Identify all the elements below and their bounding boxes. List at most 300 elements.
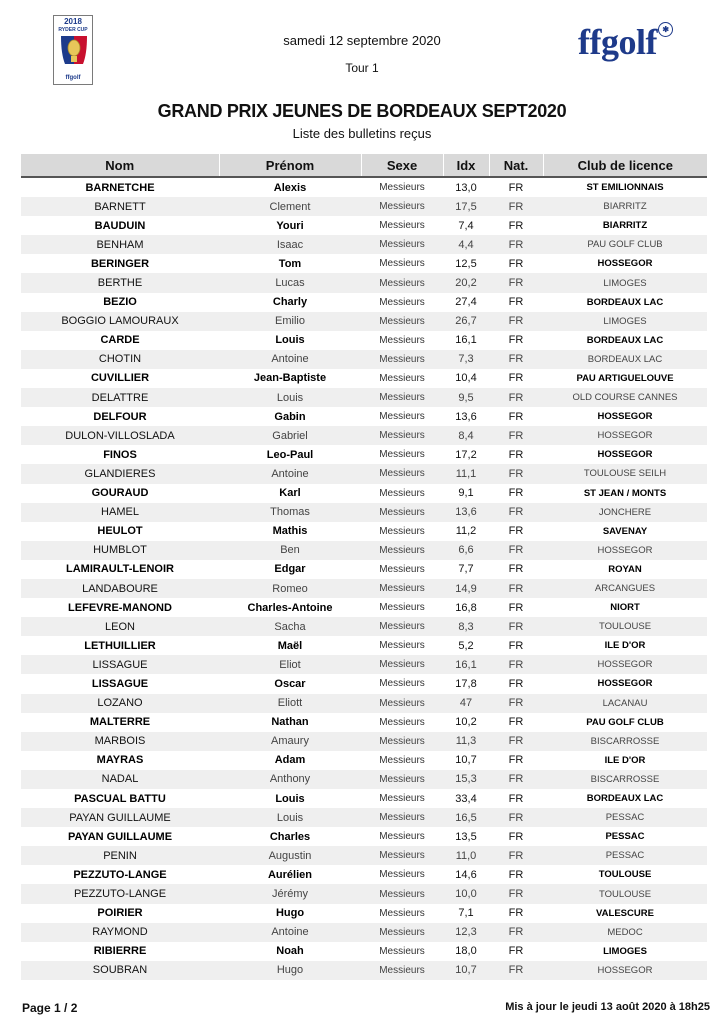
table-row <box>21 273 707 292</box>
cell-idx: 14,9 <box>443 579 489 598</box>
cell-club: JONCHERE <box>543 503 707 522</box>
cell-sexe: Messieurs <box>361 235 443 254</box>
table-row <box>21 884 707 903</box>
cell-prenom: Charles <box>269 830 311 843</box>
cell-prenom: Louis <box>219 388 361 407</box>
cell-nom: LANDABOURE <box>21 579 219 598</box>
cell-nom: RAYMOND <box>21 923 219 942</box>
cell-prenom: Eliott <box>219 694 361 713</box>
table-row <box>21 961 707 980</box>
table-row <box>21 904 707 923</box>
cell-club: PAU GOLF CLUB <box>586 716 664 728</box>
cell-idx: 10,4 <box>455 372 477 385</box>
cell-sexe: Messieurs <box>361 426 443 445</box>
cell-nom: GLANDIERES <box>21 464 219 483</box>
table-row <box>21 541 707 560</box>
cell-nom: DELFOUR <box>93 410 147 423</box>
cell-nat: FR <box>489 235 543 254</box>
cell-prenom: Romeo <box>219 579 361 598</box>
cell-nom: BARNETT <box>21 197 219 216</box>
cell-prenom: Clement <box>219 197 361 216</box>
cell-idx: 17,2 <box>455 448 477 461</box>
table-row <box>21 694 707 713</box>
cell-idx: 12,3 <box>443 923 489 942</box>
cell-idx: 12,5 <box>455 257 477 270</box>
table-row <box>21 197 707 216</box>
cell-prenom: Alexis <box>273 181 307 194</box>
cell-club: MEDOC <box>543 923 707 942</box>
cell-idx: 16,1 <box>443 655 489 674</box>
cell-club: BORDEAUX LAC <box>586 334 664 346</box>
cell-club: BISCARROSSE <box>543 770 707 789</box>
cell-idx: 14,6 <box>455 868 477 881</box>
cell-club: HOSSEGOR <box>597 258 653 270</box>
cell-nom: PAYAN GUILLAUME <box>67 830 173 843</box>
cell-nat: FR <box>508 792 524 805</box>
cell-sexe: Messieurs <box>379 372 425 384</box>
cell-club: ST JEAN / MONTS <box>583 487 667 499</box>
cell-nat: FR <box>508 372 524 385</box>
cell-nat: FR <box>489 541 543 560</box>
cell-prenom: Karl <box>279 487 301 500</box>
cell-sexe: Messieurs <box>361 655 443 674</box>
cell-prenom: Louis <box>219 808 361 827</box>
cell-idx: 47 <box>443 694 489 713</box>
entries-table <box>21 154 707 980</box>
cell-idx: 13,6 <box>455 410 477 423</box>
cell-idx: 17,8 <box>455 677 477 690</box>
cell-club: OLD COURSE CANNES <box>543 388 707 407</box>
cell-nom: LETHUILLIER <box>84 639 156 652</box>
cell-sexe: Messieurs <box>361 808 443 827</box>
table-row <box>21 235 707 254</box>
table-header-row <box>21 154 707 177</box>
cell-prenom: Nathan <box>271 716 309 729</box>
cell-nat: FR <box>489 655 543 674</box>
table-row <box>21 655 707 674</box>
page-number: Page 1 / 2 <box>22 1001 78 1015</box>
table-row <box>21 865 707 884</box>
cell-idx: 11,1 <box>443 464 489 483</box>
cell-prenom: Thomas <box>219 503 361 522</box>
cell-club: HOSSEGOR <box>597 411 653 423</box>
cell-prenom: Amaury <box>219 732 361 751</box>
table-row <box>21 846 707 865</box>
cell-club: LACANAU <box>543 694 707 713</box>
cell-idx: 7,7 <box>458 563 474 576</box>
cell-idx: 13,5 <box>455 830 477 843</box>
cell-club: TOULOUSE <box>598 869 652 881</box>
cell-idx: 7,1 <box>458 907 474 920</box>
cell-nom: NADAL <box>21 770 219 789</box>
table-row <box>21 522 707 541</box>
cell-nat: FR <box>508 410 524 423</box>
cell-sexe: Messieurs <box>361 694 443 713</box>
cell-nom: BAUDUIN <box>94 219 146 232</box>
cell-nat: FR <box>489 464 543 483</box>
ffgolf-logo-text: ffgolf <box>578 22 657 62</box>
cell-idx: 8,3 <box>443 617 489 636</box>
cell-prenom: Charly <box>272 296 308 309</box>
cell-club: HOSSEGOR <box>597 449 653 461</box>
cell-club: BIARRITZ <box>602 220 648 232</box>
cell-sexe: Messieurs <box>379 754 425 766</box>
cell-nom: LISSAGUE <box>21 655 219 674</box>
cell-nat: FR <box>489 197 543 216</box>
cell-club: HOSSEGOR <box>543 655 707 674</box>
cell-club: HOSSEGOR <box>543 426 707 445</box>
table-row <box>21 751 707 770</box>
cell-club: VALESCURE <box>596 907 654 919</box>
cell-idx: 16,5 <box>443 808 489 827</box>
cell-nat: FR <box>489 808 543 827</box>
cell-idx: 9,5 <box>443 388 489 407</box>
cell-nat: FR <box>508 754 524 767</box>
round-label: Tour 1 <box>345 61 379 75</box>
cell-prenom: Anthony <box>219 770 361 789</box>
cell-sexe: Messieurs <box>379 602 425 614</box>
cell-sexe: Messieurs <box>379 945 425 957</box>
cell-idx: 15,3 <box>443 770 489 789</box>
cell-nom: FINOS <box>103 448 137 461</box>
table-row <box>21 331 707 350</box>
table-row <box>21 177 707 197</box>
table-row <box>21 617 707 636</box>
cell-nat: FR <box>489 961 543 980</box>
cell-idx: 13,6 <box>443 503 489 522</box>
cell-prenom: Hugo <box>219 961 361 980</box>
cell-club: BORDEAUX LAC <box>586 793 664 805</box>
cell-nom: MARBOIS <box>21 732 219 751</box>
page-title: GRAND PRIX JEUNES DE BORDEAUX SEPT2020 <box>157 101 567 121</box>
ryder-cup-brand: ffgolf <box>65 75 81 81</box>
cell-nom: LEFEVRE-MANOND <box>68 601 172 614</box>
cell-idx: 10,7 <box>443 961 489 980</box>
event-date: samedi 12 septembre 2020 <box>283 33 441 48</box>
last-updated: Mis à jour le jeudi 13 août 2020 à 18h25 <box>505 1001 710 1013</box>
cell-idx: 10,2 <box>455 716 477 729</box>
cell-nat: FR <box>508 448 524 461</box>
cell-sexe: Messieurs <box>379 258 425 270</box>
cell-prenom: Gabin <box>274 410 306 423</box>
cell-sexe: Messieurs <box>379 640 425 652</box>
cell-idx: 18,0 <box>455 945 477 958</box>
table-row <box>21 293 707 312</box>
table-row <box>21 827 707 846</box>
cell-nom: MAYRAS <box>96 754 144 767</box>
cell-nom: LEON <box>21 617 219 636</box>
table-row <box>21 254 707 273</box>
cell-nat: FR <box>508 868 524 881</box>
cell-nat: FR <box>489 732 543 751</box>
cell-prenom: Youri <box>276 219 304 232</box>
ryder-cup-year: 2018 <box>64 17 82 26</box>
cell-club: HOSSEGOR <box>543 541 707 560</box>
table-row <box>21 388 707 407</box>
cell-sexe: Messieurs <box>379 182 425 194</box>
cell-prenom: Antoine <box>219 923 361 942</box>
cell-idx: 4,4 <box>443 235 489 254</box>
table-row <box>21 464 707 483</box>
cell-sexe: Messieurs <box>379 869 425 881</box>
cell-prenom: Isaac <box>219 235 361 254</box>
cell-club: PESSAC <box>605 831 645 843</box>
cell-nat: FR <box>508 525 524 538</box>
cell-nat: FR <box>508 830 524 843</box>
cell-nat: FR <box>508 487 524 500</box>
cell-nat: FR <box>508 257 524 270</box>
table-row <box>21 369 707 388</box>
cell-idx: 7,3 <box>443 350 489 369</box>
cell-nat: FR <box>508 601 524 614</box>
cell-nat: FR <box>489 426 543 445</box>
cell-nom: PEZZUTO-LANGE <box>73 868 167 881</box>
cell-club: TOULOUSE SEILH <box>543 464 707 483</box>
cell-prenom: Edgar <box>274 563 306 576</box>
cell-club: ILE D'OR <box>604 754 646 766</box>
cell-nom: MALTERRE <box>89 716 151 729</box>
cell-sexe: Messieurs <box>361 617 443 636</box>
cell-idx: 26,7 <box>443 312 489 331</box>
cell-sexe: Messieurs <box>379 449 425 461</box>
table-row <box>21 216 707 235</box>
cell-nom: SOUBRAN <box>21 961 219 980</box>
cell-nat: FR <box>508 181 524 194</box>
cell-prenom: Antoine <box>219 350 361 369</box>
cell-nom: LOZANO <box>21 694 219 713</box>
cell-prenom: Emilio <box>219 312 361 331</box>
cell-prenom: Hugo <box>275 907 305 920</box>
cell-idx: 16,8 <box>455 601 477 614</box>
cell-nat: FR <box>489 312 543 331</box>
cell-nat: FR <box>508 296 524 309</box>
cell-prenom: Leo-Paul <box>266 448 314 461</box>
cell-sexe: Messieurs <box>379 334 425 346</box>
cell-club: ILE D'OR <box>604 640 646 652</box>
cell-nat: FR <box>489 273 543 292</box>
column-header-sexe: Sexe <box>361 154 443 177</box>
cell-nat: FR <box>489 388 543 407</box>
ffgolf-logo <box>578 22 669 62</box>
cell-prenom: Jérémy <box>219 884 361 903</box>
cell-nom: PENIN <box>21 846 219 865</box>
cell-nom: HAMEL <box>21 503 219 522</box>
table-row <box>21 789 707 808</box>
cell-nom: PAYAN GUILLAUME <box>21 808 219 827</box>
table-row <box>21 713 707 732</box>
cell-idx: 10,7 <box>455 754 477 767</box>
cell-nom: CHOTIN <box>21 350 219 369</box>
cell-nom: HUMBLOT <box>21 541 219 560</box>
cell-prenom: Charles-Antoine <box>247 601 333 614</box>
cell-club: TOULOUSE <box>543 617 707 636</box>
cell-sexe: Messieurs <box>379 296 425 308</box>
cell-nat: FR <box>489 503 543 522</box>
cell-club: TOULOUSE <box>543 884 707 903</box>
cell-prenom: Noah <box>276 945 304 958</box>
cell-club: NIORT <box>610 602 640 614</box>
cell-sexe: Messieurs <box>361 503 443 522</box>
cell-sexe: Messieurs <box>361 770 443 789</box>
cell-club: HOSSEGOR <box>543 961 707 980</box>
cell-club: PESSAC <box>543 808 707 827</box>
cell-prenom: Ben <box>219 541 361 560</box>
cell-sexe: Messieurs <box>379 411 425 423</box>
cell-nom: BOGGIO LAMOURAUX <box>21 312 219 331</box>
cell-nom: LISSAGUE <box>91 677 149 690</box>
cell-nom: PEZZUTO-LANGE <box>21 884 219 903</box>
cell-nat: FR <box>508 219 524 232</box>
cell-nat: FR <box>508 563 524 576</box>
cell-prenom: Eliot <box>219 655 361 674</box>
registered-mark-icon: ✱ <box>658 22 673 37</box>
table-row <box>21 426 707 445</box>
cell-prenom: Louis <box>275 334 305 347</box>
cell-sexe: Messieurs <box>361 923 443 942</box>
column-header-club: Club de licence <box>543 154 707 177</box>
cell-sexe: Messieurs <box>361 197 443 216</box>
cell-prenom: Augustin <box>219 846 361 865</box>
cell-prenom: Sacha <box>219 617 361 636</box>
cell-nat: FR <box>489 579 543 598</box>
cell-sexe: Messieurs <box>379 793 425 805</box>
cell-sexe: Messieurs <box>379 487 425 499</box>
cell-nom: DULON-VILLOSLADA <box>21 426 219 445</box>
cell-nom: HEULOT <box>97 525 143 538</box>
cell-sexe: Messieurs <box>361 732 443 751</box>
cell-prenom: Tom <box>278 257 302 270</box>
cell-nat: FR <box>508 677 524 690</box>
table-row <box>21 923 707 942</box>
cell-nat: FR <box>489 923 543 942</box>
cell-sexe: Messieurs <box>361 273 443 292</box>
cell-idx: 10,0 <box>443 884 489 903</box>
cell-prenom: Oscar <box>274 677 306 690</box>
cell-idx: 16,1 <box>455 334 477 347</box>
cell-club: ROYAN <box>608 563 642 575</box>
table-row <box>21 503 707 522</box>
table-row <box>21 350 707 369</box>
cell-nom: POIRIER <box>97 907 143 920</box>
cell-nat: FR <box>489 770 543 789</box>
cell-nat: FR <box>508 334 524 347</box>
cell-prenom: Adam <box>274 754 306 767</box>
table-row <box>21 484 707 503</box>
cell-sexe: Messieurs <box>361 388 443 407</box>
cell-idx: 11,2 <box>455 525 477 538</box>
cell-sexe: Messieurs <box>379 678 425 690</box>
cell-sexe: Messieurs <box>379 716 425 728</box>
cell-sexe: Messieurs <box>379 220 425 232</box>
table-row <box>21 674 707 693</box>
cell-sexe: Messieurs <box>379 831 425 843</box>
cell-club: BISCARROSSE <box>543 732 707 751</box>
cell-prenom: Mathis <box>272 525 308 538</box>
cell-nat: FR <box>489 846 543 865</box>
cell-nom: CARDE <box>100 334 140 347</box>
cell-idx: 13,0 <box>455 181 477 194</box>
cell-prenom: Antoine <box>219 464 361 483</box>
cell-sexe: Messieurs <box>361 846 443 865</box>
cell-nom: RIBIERRE <box>93 945 147 958</box>
cell-nat: FR <box>508 907 524 920</box>
table-row <box>21 808 707 827</box>
cell-idx: 11,3 <box>443 732 489 751</box>
cell-nom: CUVILLIER <box>90 372 150 385</box>
cell-sexe: Messieurs <box>361 541 443 560</box>
cell-idx: 11,0 <box>443 846 489 865</box>
cell-prenom: Lucas <box>219 273 361 292</box>
cell-club: ARCANGUES <box>543 579 707 598</box>
cell-nom: LAMIRAULT-LENOIR <box>66 563 174 576</box>
cell-nat: FR <box>508 716 524 729</box>
cell-nat: FR <box>489 350 543 369</box>
cell-idx: 27,4 <box>455 296 477 309</box>
table-row <box>21 636 707 655</box>
cell-club: LIMOGES <box>543 273 707 292</box>
table-row <box>21 598 707 617</box>
cell-sexe: Messieurs <box>361 579 443 598</box>
cell-nat: FR <box>489 694 543 713</box>
cell-sexe: Messieurs <box>379 907 425 919</box>
cell-prenom: Louis <box>275 792 305 805</box>
cell-nom: BENHAM <box>21 235 219 254</box>
cell-nom: BERTHE <box>21 273 219 292</box>
cell-idx: 33,4 <box>455 792 477 805</box>
table-row <box>21 942 707 961</box>
page-subtitle: Liste des bulletins reçus <box>292 126 432 141</box>
cell-idx: 8,4 <box>443 426 489 445</box>
cell-club: SAVENAY <box>602 525 648 537</box>
cell-idx: 17,5 <box>443 197 489 216</box>
column-header-nom: Nom <box>21 154 219 177</box>
cell-sexe: Messieurs <box>361 312 443 331</box>
cell-prenom: Gabriel <box>219 426 361 445</box>
cell-nom: DELATTRE <box>21 388 219 407</box>
cell-sexe: Messieurs <box>379 563 425 575</box>
table-row <box>21 579 707 598</box>
table-row <box>21 732 707 751</box>
table-row <box>21 560 707 579</box>
cell-nom: BERINGER <box>90 257 150 270</box>
cell-sexe: Messieurs <box>361 350 443 369</box>
cell-idx: 5,2 <box>458 639 474 652</box>
cell-club: PAU ARTIGUELOUVE <box>576 372 674 384</box>
ryder-cup-label: RYDER CUP <box>58 27 88 33</box>
table-row <box>21 312 707 331</box>
table-row <box>21 407 707 426</box>
cell-nom: PASCUAL BATTU <box>74 792 166 805</box>
column-header-prenom: Prénom <box>219 154 361 177</box>
cell-idx: 7,4 <box>458 219 474 232</box>
cell-nom: BEZIO <box>103 296 137 309</box>
table-row <box>21 770 707 789</box>
cell-club: HOSSEGOR <box>597 678 653 690</box>
cell-nat: FR <box>489 884 543 903</box>
cell-idx: 6,6 <box>443 541 489 560</box>
column-header-idx: Idx <box>443 154 489 177</box>
cell-nat: FR <box>508 639 524 652</box>
cell-nat: FR <box>508 945 524 958</box>
cell-sexe: Messieurs <box>361 464 443 483</box>
cell-club: BIARRITZ <box>543 197 707 216</box>
cell-prenom: Jean-Baptiste <box>253 372 327 385</box>
cell-nom: BARNETCHE <box>85 181 155 194</box>
cell-idx: 9,1 <box>458 487 474 500</box>
cell-club: BORDEAUX LAC <box>543 350 707 369</box>
cell-sexe: Messieurs <box>379 525 425 537</box>
cell-club: PAU GOLF CLUB <box>543 235 707 254</box>
